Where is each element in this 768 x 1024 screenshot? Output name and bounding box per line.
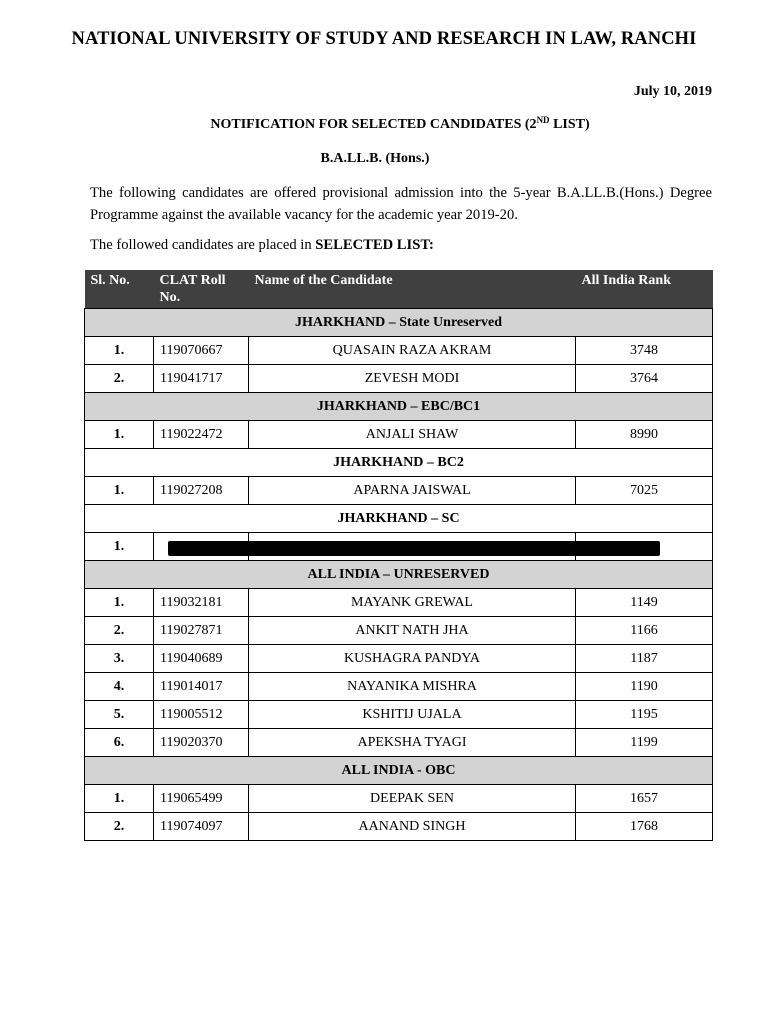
rank-cell: 8990 [576,421,713,449]
table-row [85,645,713,673]
rank-cell: 3764 [576,365,713,393]
notification-heading: NOTIFICATION FOR SELECTED CANDIDATES (2ND LIST) [210,115,590,132]
table-row [85,337,713,365]
roll-cell: 119027208 [154,477,249,505]
sl-cell: 5. [85,701,154,729]
rank-cell: 1149 [576,589,713,617]
rank-cell: 1195 [576,701,713,729]
sl-cell: 1. [85,589,154,617]
name-cell: APEKSHA TYAGI [249,729,576,757]
name-cell: ANKIT NATH JHA [249,617,576,645]
name-cell: AANAND SINGH [249,813,576,841]
university-title: NATIONAL UNIVERSITY OF STUDY AND RESEARCH IN LAW, RANCHI [71,29,697,49]
table-row [85,701,713,729]
redaction-bar [168,541,660,556]
name-cell: NAYANIKA MISHRA [249,673,576,701]
category-row [85,757,713,785]
roll-cell: 119005512 [154,701,249,729]
name-cell: APARNA JAISWAL [249,477,576,505]
header-candidate-name: Name of the Candidate [249,270,576,309]
roll-cell: 119022472 [154,421,249,449]
roll-cell: 119014017 [154,673,249,701]
category-label: ALL INDIA - OBC [85,757,713,785]
category-label: ALL INDIA – UNRESERVED [85,561,713,589]
notification-date: July 10, 2019 [633,84,712,99]
category-label: JHARKHAND – BC2 [85,449,713,477]
roll-cell: 119040689 [154,645,249,673]
intro-paragraph: The following candidates are offered provisional admission into the 5-year B.A.LL.B.(Hons.) Degree Programme against the available vacancy for the academic year 2019-20. [90,185,712,223]
table-row [85,365,713,393]
table-row [85,617,713,645]
sl-cell: 1. [85,533,154,561]
sl-cell: 4. [85,673,154,701]
header-clat-roll: CLAT Roll No. [154,270,249,309]
roll-cell: 119070667 [154,337,249,365]
category-row [85,561,713,589]
sl-cell: 1. [85,477,154,505]
rank-cell: 1199 [576,729,713,757]
roll-cell: 119020370 [154,729,249,757]
sl-cell: 2. [85,365,154,393]
table-row [85,673,713,701]
rank-cell: 3748 [576,337,713,365]
name-cell: MAYANK GREWAL [249,589,576,617]
category-row [85,393,713,421]
roll-cell: 119027871 [154,617,249,645]
rank-cell: 1166 [576,617,713,645]
name-cell: DEEPAK SEN [249,785,576,813]
name-cell: KSHITIJ UJALA [249,701,576,729]
category-row [85,505,713,533]
table-row [85,785,713,813]
table-row [85,477,713,505]
category-label: JHARKHAND – EBC/BC1 [85,393,713,421]
name-cell: QUASAIN RAZA AKRAM [249,337,576,365]
table-row [85,589,713,617]
selected-list-line: The followed candidates are placed in SELECTED LIST: [90,237,434,253]
table-row [85,729,713,757]
rank-cell: 1657 [576,785,713,813]
course-title: B.A.LL.B. (Hons.) [320,151,430,166]
table-row [85,813,713,841]
rank-cell: 7025 [576,477,713,505]
roll-cell: 119041717 [154,365,249,393]
rank-cell: 1768 [576,813,713,841]
sl-cell: 2. [85,813,154,841]
table-header-row [85,270,713,309]
category-label: JHARKHAND – SC [85,505,713,533]
sl-cell: 1. [85,337,154,365]
header-all-india-rank: All India Rank [576,270,713,309]
category-row [85,309,713,337]
sl-cell: 2. [85,617,154,645]
roll-cell: 119065499 [154,785,249,813]
sl-cell: 1. [85,421,154,449]
header-sl-no: Sl. No. [85,270,154,309]
sl-cell: 1. [85,785,154,813]
rank-cell: 1190 [576,673,713,701]
rank-cell: 1187 [576,645,713,673]
table-row [85,421,713,449]
roll-cell: 119074097 [154,813,249,841]
category-label: JHARKHAND – State Unreserved [85,309,713,337]
name-cell: ZEVESH MODI [249,365,576,393]
sl-cell: 3. [85,645,154,673]
category-row [85,449,713,477]
sl-cell: 6. [85,729,154,757]
name-cell: KUSHAGRA PANDYA [249,645,576,673]
roll-cell: 119032181 [154,589,249,617]
name-cell: ANJALI SHAW [249,421,576,449]
